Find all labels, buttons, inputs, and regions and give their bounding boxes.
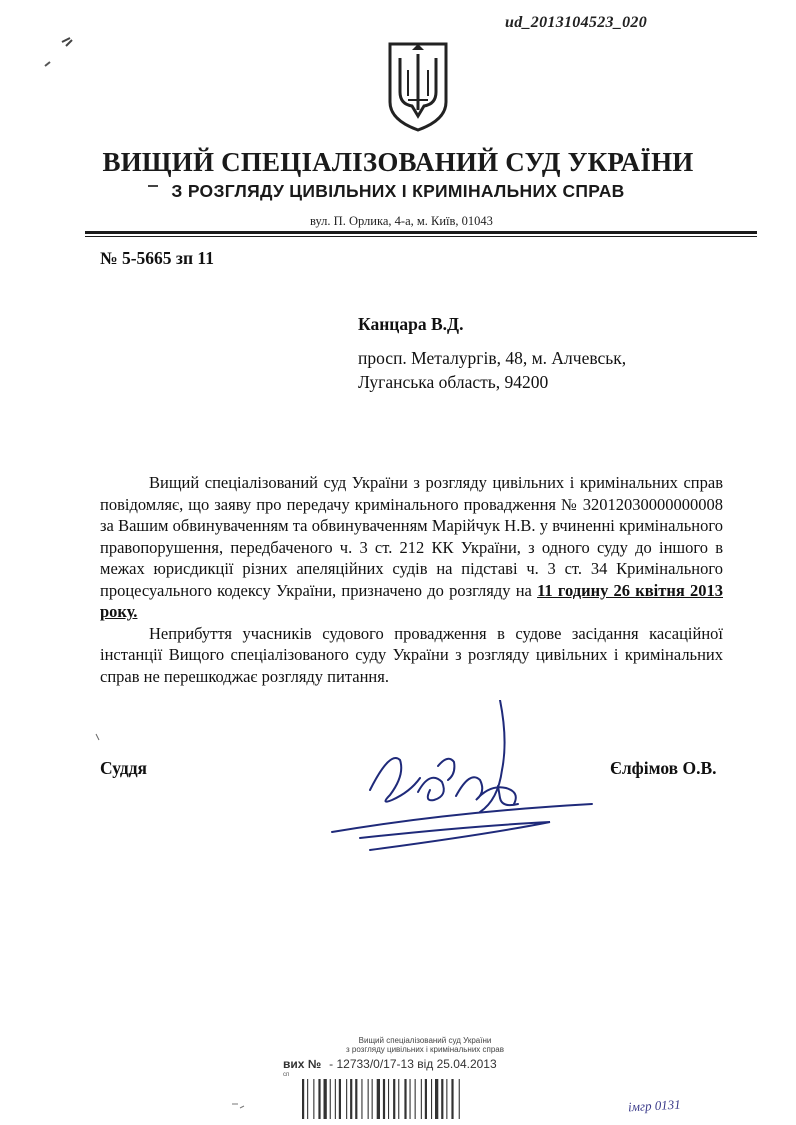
stamp-court-line-1: Вищий спеціалізований суд України [358,1036,492,1045]
header-divider-thick [85,231,757,234]
court-subtitle: З РОЗГЛЯДУ ЦИВІЛЬНИХ І КРИМІНАЛЬНИХ СПРАВ [171,181,625,201]
court-name: ВИЩИЙ СПЕЦІАЛІЗОВАНИЙ СУД УКРАЇНИ [102,147,694,177]
barcode-bar [441,1079,443,1119]
barcode-bar [410,1079,411,1119]
barcode-bar [372,1079,373,1119]
handwritten-note: імгр 0131 [627,1096,682,1115]
barcode-bar [355,1079,357,1119]
barcode-bar [404,1079,406,1119]
recipient-address [358,346,626,394]
barcode-bar [388,1079,389,1119]
barcode-bar [350,1079,352,1119]
barcode-bar [421,1079,422,1119]
barcode-bar [459,1079,460,1119]
body-paragraph-1 [100,472,723,623]
barcode-bar [435,1079,438,1119]
barcode-bar [368,1079,369,1119]
barcode-bar [302,1079,304,1119]
court-address: вул. П. Орлика, 4-а, м. Київ, 01043 [310,214,493,228]
barcode-bar [431,1079,432,1119]
stamp-court-line-2: з розгляду цивільних і кримінальних справ [345,1045,504,1054]
trident-coat-of-arms-icon [386,40,450,134]
hearing-date-time: 11 годину 26 квітня 2013 року. [100,580,723,621]
body-paragraph-2: Неприбуття учасників судового провадження в судове засідання касаційної інстанції Вищого спеціалізованого суду України з розгляду цивільних і кримінальних справ не перешкоджає розгляду питання. [100,623,723,686]
barcode-bar [377,1079,380,1119]
barcode-bar [361,1079,362,1119]
registration-stamp-court [330,1036,520,1054]
barcode-bar [307,1079,308,1119]
barcode-bar [318,1079,320,1119]
barcode-bar [415,1079,416,1119]
outgoing-number: - 12733/0/17-13 від 25.04.2013 [329,1057,497,1071]
barcode-bar [313,1079,314,1119]
judge-label: Суддя [100,758,148,778]
barcode-bar [383,1079,385,1119]
barcode-bar [425,1079,427,1119]
judge-name: Єлфімов О.В. [610,758,717,778]
barcode-bar [346,1079,347,1119]
barcode-bar [393,1079,395,1119]
barcode-bar [339,1079,341,1119]
document-id: ud_2013104523_020 [505,14,647,31]
barcode-bar [398,1079,399,1119]
recipient-name: Канцара В.Д. [358,314,464,334]
barcode [302,1075,502,1119]
outgoing-number-label: вих № [283,1057,322,1071]
outgoing-registration [283,1057,497,1071]
stamp-small-label: сп [283,1072,290,1078]
body-paragraph-1-text: Вищий спеціалізований суд України з розгляду цивільних і кримінальних справ повідомляє, що заяву про передачу кримінального провадження № 32012030000000008 за Вашим обвинуваченням та обвинуваченням Марійчук Н.В. у вчиненні кримінального правопорушення, передбаченого ч. 3 ст. 212 КК України, з одного суду до іншого в межах юрисдикції різних апеляційних судів на підставі ч. 3 ст. 34 Кримінального процесуального кодексу України, призначено до розгляду на [100,473,723,600]
barcode-bar [330,1079,331,1119]
header-divider-thin [85,236,757,237]
letter-body [100,472,723,687]
barcode-bar [446,1079,447,1119]
reference-number: № 5-5665 зп 11 [100,248,214,268]
barcode-bar [324,1079,327,1119]
barcode-bar [451,1079,453,1119]
barcode-bar [335,1079,336,1119]
handwritten-signature [330,700,600,860]
recipient-address-line-2: Луганська область, 94200 [358,372,549,392]
recipient-address-line-1: просп. Металургів, 48, м. Алчевськ, [358,348,627,368]
